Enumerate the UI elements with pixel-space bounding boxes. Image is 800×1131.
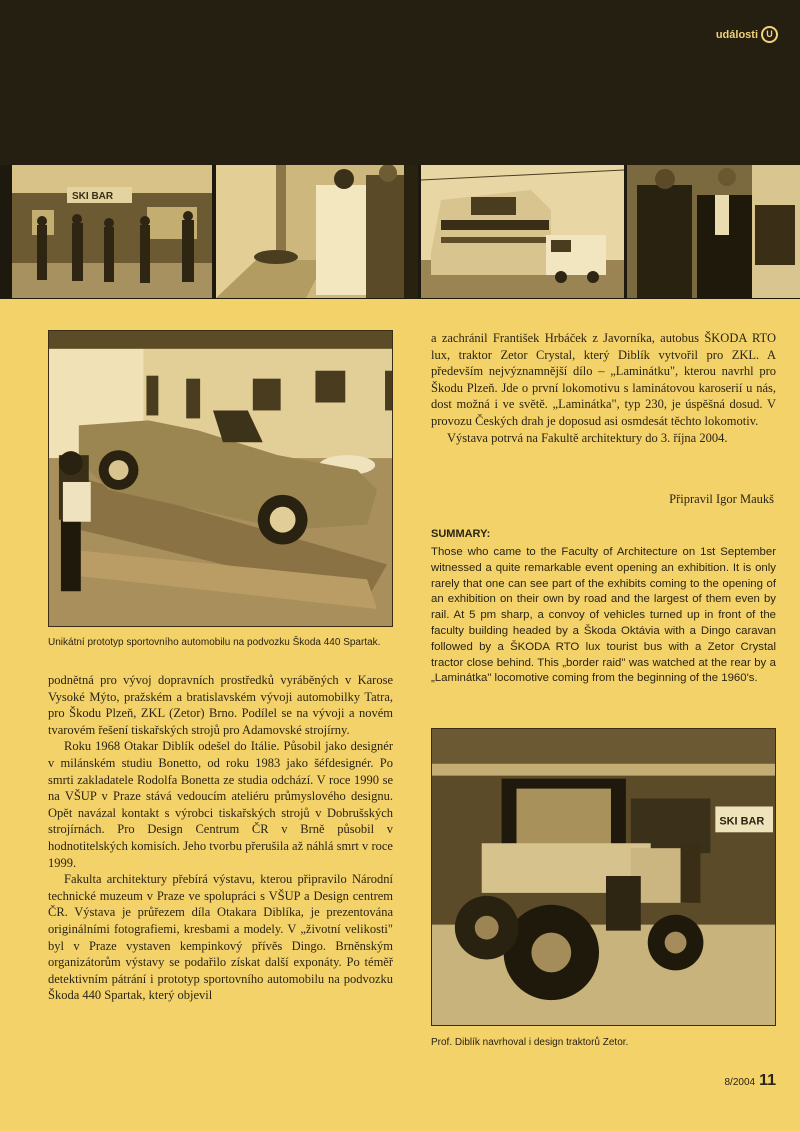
page-footer [724,1072,776,1090]
tractor-photo-caption: Prof. Diblík navrhoval i design traktorů Zetor. [431,1037,629,1048]
paragraph: Roku 1968 Otakar Diblík odešel do Itálie. Působil jako designér v milánském studiu Bonetto, od roku 1983 jako šéfdesignér. Po smrti zakladatele Rodolfa Bonetta ze studia odchází. V roce 1990 se na VŠUP v Praze stává vedoucím ateliéru průmyslového designu. Opět navázal kontakt s výrobci tiskařských strojů v Dobrušských strojírnách. Pro Design Centrum ČR v Brně působil v hodnotitelských komisích. Jeho tvorbu přerušila až náhlá smrt v roce 1999. [48,739,393,870]
paragraph: Fakulta architektury přebírá výstavu, kterou připravilo Národní technické muzeum v Praze ve spolupráci s VŠUP a Design centrem ČR. Výstava je průřezem díla Otakara Diblíka, je prezentována originálními fotografiemi, kresbami a modely. V „životní velikosti" byl v Praze vystaven kempinkový přívěs Dingo. Brněnským organizátorům výstavy se podařilo získat další exponáty. Po téměř detektivním pátrání i prototyp sportovního automobilu na podvozku Škoda 440 Spartak, který objevil [48,872,393,1003]
photo-building-group [12,165,212,298]
strip-sign-text: SKI BAR [72,191,114,202]
photo-strip [0,165,800,299]
right-column-text [431,330,776,446]
photo-zetor-tractor [431,728,776,1026]
paragraph: Výstava potrvá na Fakultě architektury do 3. října 2004. [447,430,728,445]
issue-number: 8/2004 [724,1077,756,1088]
car-photo-caption: Unikátní prototyp sportovního automobilu na podvozku Škoda 440 Spartak. [48,637,381,648]
paragraph: podnětná pro vývoj dopravních prostředků vyráběných v Karose Vysoké Mýto, pražském a bratislavském vývoji automobilky Tatra, pro Škodu Plzeň, ZKL (Zetor) Brno. Podílel se na vývoji a novém tvarovém řešení tiskařských strojů pro Adamovské strojírny. [48,673,393,737]
summary-text: Those who came to the Faculty of Architecture on 1st September witnessed a quite remarkable event opening an exhibition. It is only rarely that one can see part of the exhibits coming to the opening of an exhibition on their own by road and the largest of them even by rail. At 5 pm sharp, a convoy of vehicles turned up in front of the faculty building headed by a Škoda Oktávia with a Dingo caravan followed by a ŠKODA RTO lux tourist bus with a Zetor Crystal tractor close behind. This „border raid" was watched at the rear by a „Laminátka" locomotive coming from the beginning of the 1960's. [431,546,776,685]
tractor-sign-text: SKI BAR [719,815,765,828]
header-band [0,0,800,165]
photo-exhibition-room [216,165,418,298]
photo-locomotive [421,165,624,298]
section-label: události [715,28,758,41]
paragraph: a zachránil František Hrbáček z Javorníka, autobus ŠKODA RTO lux, traktor Zetor Crystal, který Diblík vytvořil pro ZKL. A především nejvýznamnější dílo – „Laminátku", kterou navrhl pro Škodu Plzeň. Jde o první lokomotivu s laminátovou karoserií u nás, dost možná i ve světě. „Laminátka", typ 230, je úspěšná dosud. V provozu Českých drah je doposud asi osmdesát těchto lokomotiv. [431,331,776,428]
section-tag [716,26,778,43]
author-credit: Připravil Igor Maukš [669,492,774,506]
photo-sports-car-prototype [48,330,393,627]
page-number: 11 [759,1072,776,1089]
left-column-text [48,672,393,1004]
summary-heading: SUMMARY: [431,528,491,540]
section-logo: U [761,26,778,43]
photo-visitors [627,165,800,298]
